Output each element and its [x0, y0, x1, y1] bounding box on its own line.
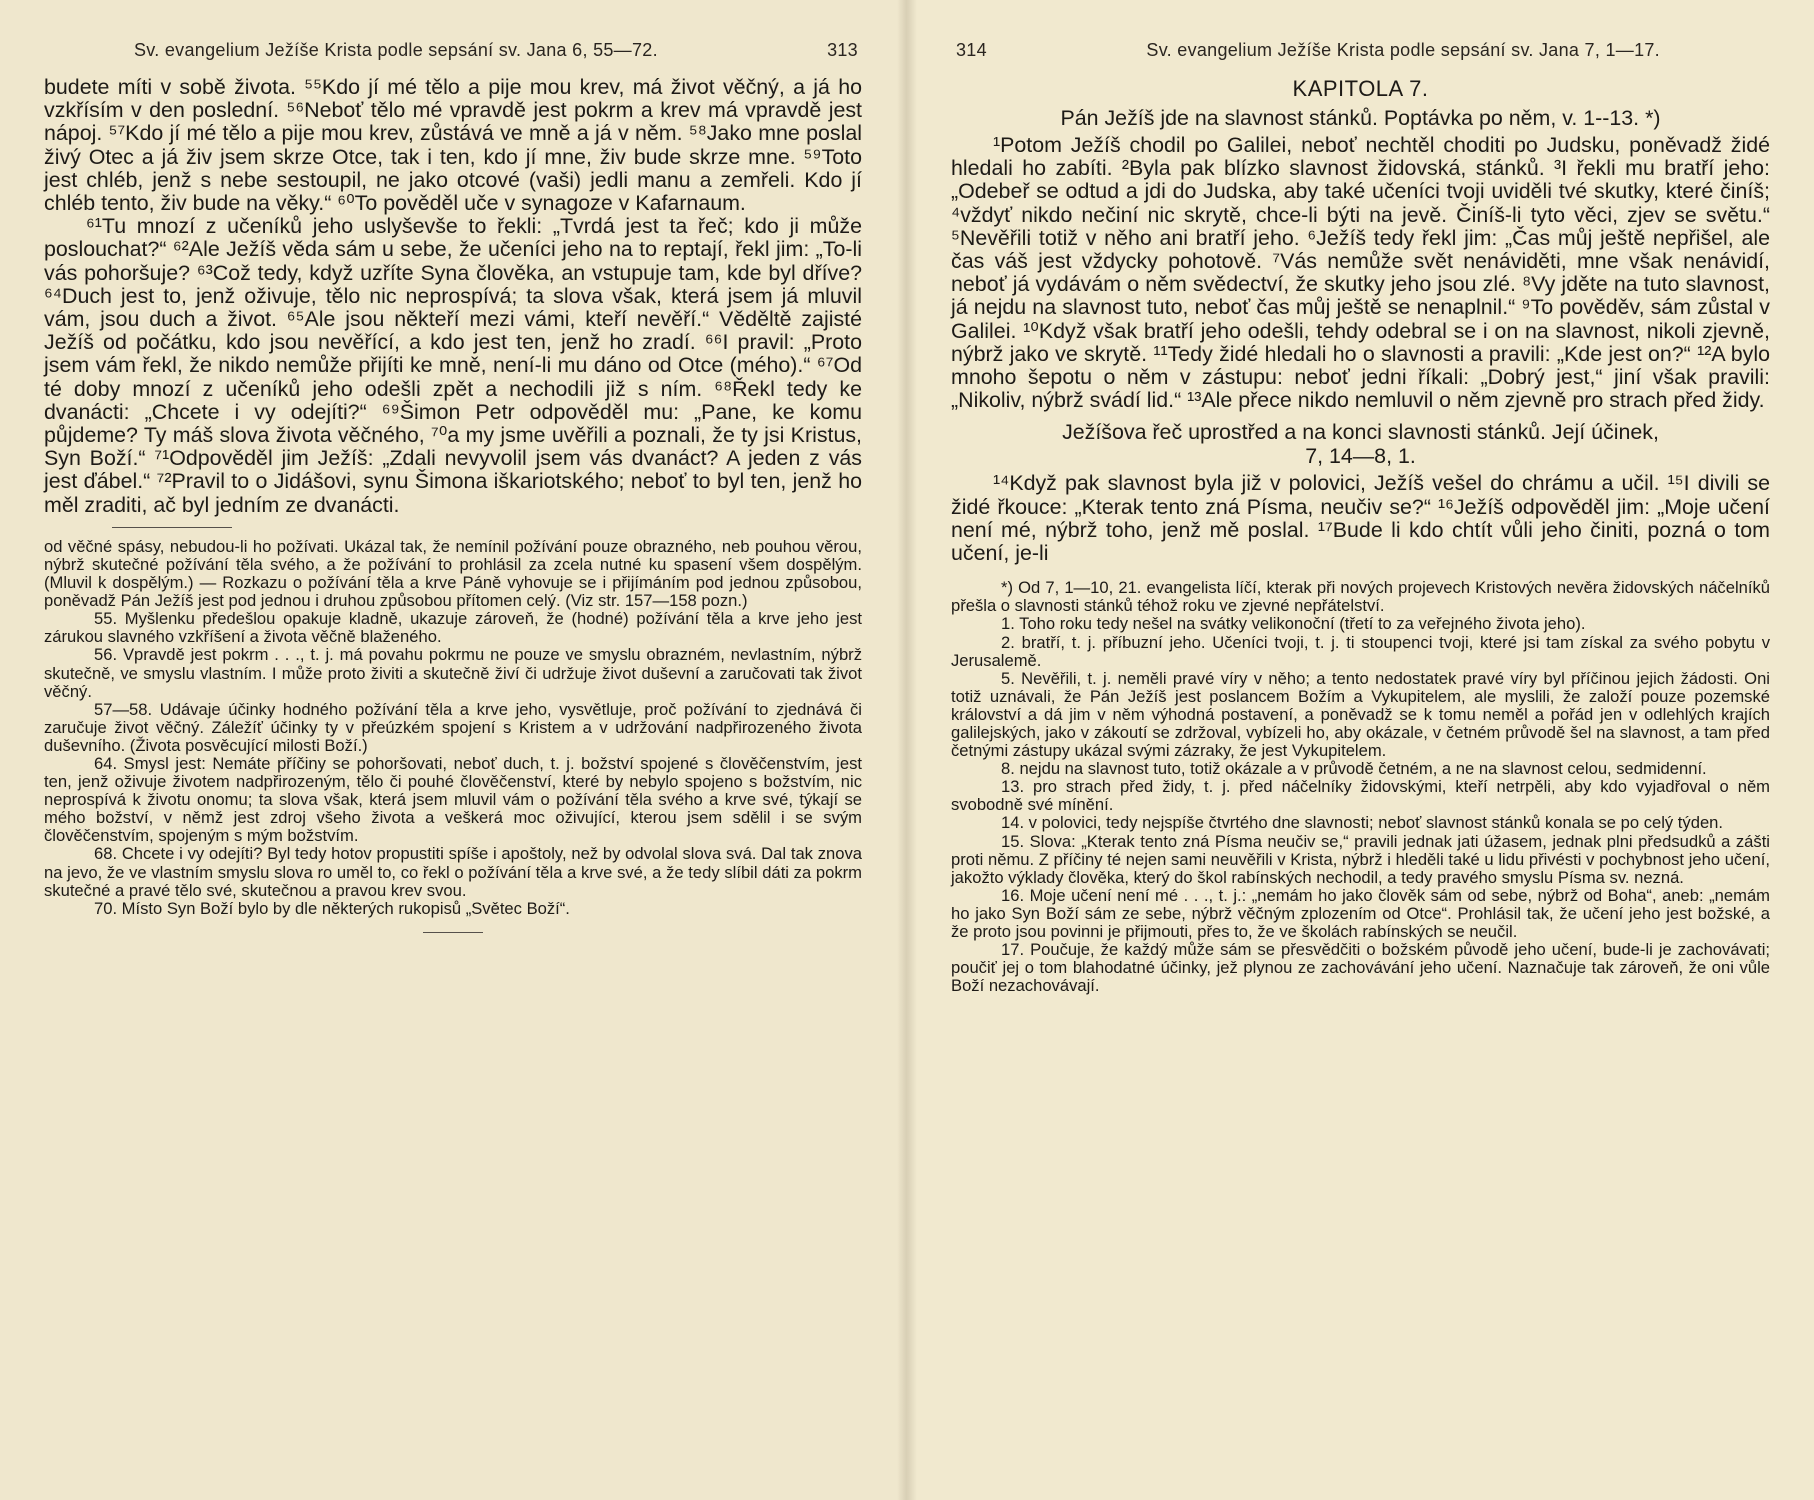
- footnote: 16. Moje učení není mé . . ., t. j.: „nemám ho jako člověk sám od sebe, nýbrž od Boha“, aneb: „nemám ho jako Syn Boží sám ze sebe, nýbrž věčným zplozením od Otce“. Prohlásil tak, že učení jeho jest božské, a že proto jsou povinni je přijmouti, přes to, že ve školách rabínských se neučil.: [951, 885, 1770, 942]
- footnote: 14. v polovici, tedy nejspíše čtvrtého dne slavnosti; neboť slavnost stánků konala se po celý týden.: [1001, 813, 1724, 833]
- right-page: [907, 0, 1814, 1500]
- scripture-paragraph: ⁶¹Tu mnozí z učeníků jeho uslyševše to řekli: „Tvrdá jest ta řeč; kdo ji může poslouchat?“ ⁶²Ale Ježíš věda sám u sebe, že učeníci jeho na to reptají, řekl jim: „To-li vás pohoršuje? ⁶³Což tedy, když uzříte Syna člověka, an vstupuje tam, kde byl dříve? ⁶⁴Duch jest to, jenž oživuje, tělo nic neprospívá; ta slova však, která jsem já mluvil vám, jsou duch a život. ⁶⁵Ale jsou někteří mezi vámi, kteří nevěří.“ Věděltě zajisté Ježíš od počátku, kdo jsou nevěřící, a kdo jest ten, jenž ho zradí. ⁶⁶I pravil: „Proto jsem vám řekl, že nikdo nemůže přijíti ke mně, není-li mu dáno od Otce (mého).“ ⁶⁷Od té doby mnozí z učeníků jeho odešli zpět a nechodili již s ním. ⁶⁸Řekl tedy ke dvanácti: „Chcete i vy odejíti?“ ⁶⁹Šimon Petr odpověděl mu: „Pane, ke komu půjdeme? Ty máš slova života věčného, ⁷⁰a my jsme uvěřili a poznali, že ty jsi Kristus, Syn Boží.“ ⁷¹Odpověděl jim Ježíš: „Zdali nevyvolil jsem vás dvanáct? A jeden z vás jest ďábel.“ ⁷²Pravil to o Jidášovi, synu Šimona iškariotského; neboť to byl ten, jenž ho měl zraditi, ač byl jedním ze dvanácti.: [44, 214, 862, 517]
- footnote: 2. bratří, t. j. příbuzní jeho. Učeníci tvoji, t. j. ti stoupenci tvoji, které jsi tam získal za svého pobytu v Jerusalemě.: [951, 632, 1770, 670]
- footnote: 17. Poučuje, že každý může sám se přesvědčiti o božském původě jeho učení, bude-li je zachovávati; poučiť jej o tom blahodatné účinky, jež plynou ze zachovávání jeho učení. Naznačuje tak zároveň, že oni vůle Boží nezachovávají.: [951, 940, 1770, 996]
- footnote: 64. Smysl jest: Nemáte příčiny se pohoršovati, neboť duch, t. j. božství spojené s člověčenstvím, jest ten, jenž oživuje životem nadpřirozeným, tělo či pouhé člověčenství, které by nebylo spojeno s božstvím, nic neprospívá k životu onomu; ta slova však, která jsem mluvil vám o požívání těla svého a krve své, týkají se mého božství, v němž jest zdroj všeho života a veškerá moc oživující, kterou jsem sdělil i se svým člověčenstvím, spojeným s mým božstvím.: [44, 753, 862, 846]
- chapter-title: KAPITOLA 7.: [1292, 76, 1429, 101]
- footnote: 8. nejdu na slavnost tuto, totiž okázale a v průvodě četném, a ne na slavnost celou, sedmidenní.: [1001, 759, 1707, 779]
- section-heading-2: [951, 420, 1770, 468]
- footnotes-left: [44, 538, 862, 918]
- footnotes-right: [951, 579, 1770, 995]
- footnote-divider: [112, 527, 232, 528]
- page-number: 313: [827, 40, 858, 60]
- footnote: 70. Místo Syn Boží bylo by dle některých rukopisů „Světec Boží“.: [94, 898, 570, 918]
- running-head-right: [951, 40, 1770, 66]
- end-divider: [423, 932, 483, 933]
- scripture-text-right: [951, 134, 1770, 412]
- section-heading-line: 7, 14—8, 1.: [1305, 444, 1416, 469]
- footnote: 57—58. Udávaje účinky hodného požívání těla a krve jeho, vysvětluje, proč požívání to zjednává či zaručuje život věčný. Záležíť účinky ty v přeúzkém spojení s Kristem a v udržování nadpřirozeného života duševního. (Života posvěcující milosti Boží.): [44, 699, 862, 755]
- scripture-text-right-2: [951, 472, 1770, 565]
- footnote: 5. Nevěřili, t. j. neměli pravé víry v něho; a tento nedostatek pravé víry byl příčinou jejich žádosti. Oni totiž uznávali, že Pán Ježíš jest poslancem Božím a Vykupitelem, ale myslili, že založí pouze pozemské království a dá jim v něm výhodná postavení, a poněvadž se k tomu neměl a pořád jen v odlehlých krajích galilejských, jako v zákoutí se zdržoval, vybízeli ho, aby okázale, v četném průvodě šel na slavnost, a tam před četnými zástupy ukázal svými zázraky, že jest Vykupitelem.: [951, 668, 1770, 761]
- footnote: 1. Toho roku tedy nešel na svátky velikonoční (třetí to za veřejného života jeho).: [1001, 614, 1586, 634]
- page-number: 314: [956, 40, 987, 60]
- running-head-title: Sv. evangelium Ježíše Krista podle sepsání sv. Jana 6, 55—72.: [134, 40, 658, 60]
- footnote: 15. Slova: „Kterak tento zná Písma neučiv se,“ pravili jednak jati úžasem, jednak plni předsudků a zášti proti němu. Z příčiny té nejen sami neuvěřili v Krista, nýbrž i hleděli také u lidu přivésti v pochybnost jeho učení, jakožto výklady člověka, který do škol rabínských nechodil, a tedy pravého smyslu Písma sv. nezná.: [951, 831, 1770, 887]
- footnote: *) Od 7, 1—10, 21. evangelista líčí, kterak při nových projevech Kristových nevěra židovských náčelníků přešla o slavnosti stánků téhož roku ve zjevné nepřátelství.: [951, 578, 1770, 616]
- footnote: 55. Myšlenku předešlou opakuje kladně, ukazuje zároveň, že (hodné) požívání těla a krve jeho jest zárukou slavného vzkříšení a života věčně blaženého.: [44, 609, 862, 647]
- footnote: 13. pro strach před židy, t. j. před náčelníky židovskými, kteří netrpěli, aby kdo vyjadřoval o něm svobodně své mínění.: [951, 777, 1770, 815]
- section-heading-line: Ježíšova řeč uprostřed a na konci slavnosti stánků. Její účinek,: [1062, 420, 1659, 445]
- scripture-paragraph: budete míti v sobě života. ⁵⁵Kdo jí mé tělo a pije mou krev, má život věčný, a já ho vzkřísím v den poslední. ⁵⁶Neboť tělo mé vpravdě jest pokrm a krev má vpravdě jest nápoj. ⁵⁷Kdo jí mé tělo a pije mou krev, zůstává ve mně a já v něm. ⁵⁸Jako mne poslal živý Otec a já živ jsem skrze Otce, tak i ten, kdo jí mne, živ bude skrze mne. ⁵⁹Toto jest chléb, jenž s nebe sestoupil, ne jako otcové (vaši) jedli manu a zemřeli. Kdo jí chléb tento, živ bude na věky.“ ⁶⁰To pověděl uče v synagoze v Kafarnaum.: [44, 75, 862, 216]
- footnote: 56. Vpravdě jest pokrm . . ., t. j. má povahu pokrmu ne pouze ve smyslu obrazném, nevlastním, nýbrž skutečně, ve smyslu vlastním. I může proto živiti a skutečně živí či udržuje život duševní a zaručovati tak život věčný.: [44, 645, 862, 701]
- running-head-left: [44, 40, 862, 66]
- footnote: od věčné spásy, nebudou-li ho požívati. Ukázal tak, že nemínil požívání pouze obrazného, neb pouhou věrou, nýbrž skutečné požívání těla svého, a že požívání to prohlásil za zcela nutné ku spasení všem dospělým. (Mluvil k dospělým.) — Rozkazu o požívání těla a krve Páně vyhovuje se i přijímáním pod jednou způsobou, poněvadž Pán Ježíš jest pod jednou i druhou způsobou přítomen celý. (Viz str. 157—158 pozn.): [44, 536, 862, 611]
- section-heading: Pán Ježíš jde na slavnost stánků. Poptávka po něm, v. 1--13. *): [1060, 106, 1661, 130]
- scripture-paragraph: ¹⁴Když pak slavnost byla již v polovici, Ježíš vešel do chrámu a učil. ¹⁵I divili se židé řkouce: „Kterak tento zná Písma, neučiv se?“ ¹⁶Ježíš odpověděl jim: „Moje učení není mé, nýbrž toho, jenž mě poslal. ¹⁷Bude li kdo chtít vůli jeho činiti, pozná o tom učení, je-li: [951, 471, 1770, 566]
- footnote: 68. Chcete i vy odejíti? Byl tedy hotov propustiti spíše i apoštoly, než by odvolal slova svá. Dal tak znova na jevo, že ve vlastním smyslu slova ro uměl to, co řekl o požívání těla a krve své, a že tedy slíbil dáti za pokrm skutečné a pravé tělo své, skutečnou a pravou krev svou.: [44, 844, 862, 900]
- scripture-text-left: [44, 76, 862, 517]
- running-head-title: Sv. evangelium Ježíše Krista podle sepsání sv. Jana 7, 1—17.: [1146, 40, 1660, 60]
- scripture-paragraph: ¹Potom Ježíš chodil po Galilei, neboť nechtěl choditi po Judsku, poněvadž židé hledali ho zabíti. ²Byla pak blízko slavnost židovská, stánků. ³I řekli mu bratří jeho: „Odebeř se odtud a jdi do Judska, aby také učeníci tvoji uviděli tvé skutky, které činíš; ⁴vždyť nikdo nečiní nic skrytě, chce-li býti na jevě. Činíš-li tyto věci, zjev se světu.“ ⁵Nevěřili totiž v něho ani bratří jeho. ⁶Ježíš tedy řekl jim: „Čas můj ještě nepřišel, ale čas váš jest vždycky pohotově. ⁷Vás nemůže svět nenáviděti, mne však nenávidí, neboť já vydávám o něm svědectví, že skutky jeho jsou zlé. ⁸Vy jděte na tuto slavnost, já nejdu na slavnost tuto, neboť čas můj ještě se nenaplnil.“ ⁹To pověděv, sám zůstal v Galilei. ¹⁰Když však bratří jeho odešli, tehdy odebral se i on na slavnost, nikoli zjevně, nýbrž jako ve skrytě. ¹¹Tedy židé hledali ho o slavnosti a pravili: „Kde jest on?“ ¹²A bylo mnoho šepotu o něm v zástupu: neboť jedni říkali: „Dobrý jest,“ jiní však pravili: „Nikoliv, nýbrž svádí lid.“ ¹³Ale přece nikdo nemluvil o něm zjevně pro strach před židy.: [951, 133, 1770, 413]
- book-gutter: [897, 0, 917, 1500]
